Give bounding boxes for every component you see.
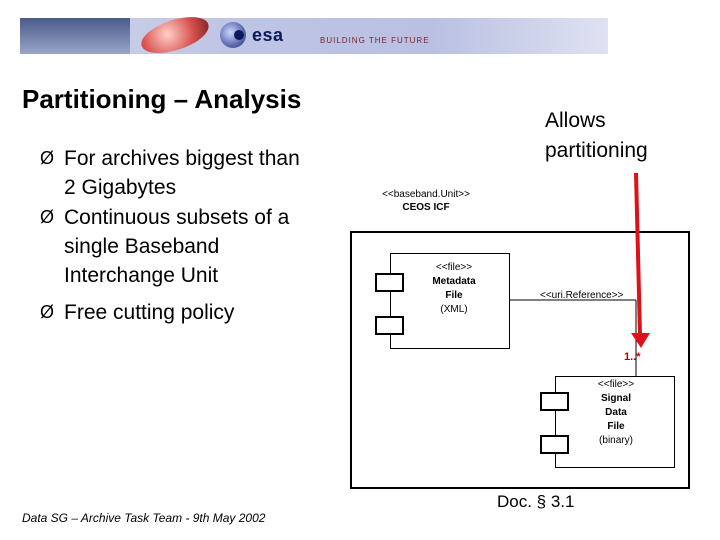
baseband-unit-name: CEOS ICF — [402, 202, 450, 213]
signal-file-stereotype: <<file>> — [597, 379, 635, 390]
partitioning-arrowhead-icon — [631, 333, 650, 348]
signal-file-type: (binary) — [599, 435, 633, 446]
multiplicity-label: 1..* — [624, 351, 641, 363]
bullet-line: Continuous subsets of a — [64, 206, 290, 229]
signal-file-name: File — [607, 421, 625, 432]
esa-logo: esa — [252, 25, 284, 45]
banner-tagline: BUILDING THE FUTURE — [320, 36, 430, 45]
bullet-arrow-icon: Ø — [40, 302, 55, 322]
metadata-file-name: Metadata — [432, 276, 476, 287]
partitioning-arrow — [636, 173, 640, 335]
baseband-unit-stereotype: <<baseband.Unit>> — [382, 189, 470, 200]
metadata-file-name: File — [445, 290, 463, 301]
bullet-line: For archives biggest than — [64, 147, 300, 170]
metadata-file-stereotype: <<file>> — [435, 262, 473, 273]
bullet-arrow-icon: Ø — [40, 207, 55, 227]
uri-reference-label: <<uri.Reference>> — [540, 290, 624, 301]
slide-footer: Data SG – Archive Task Team - 9th May 2002 — [22, 511, 266, 525]
bullet-line: Free cutting policy — [64, 301, 235, 324]
callout-line: partitioning — [545, 139, 648, 162]
callout-line: Allows — [545, 109, 606, 132]
bullet-arrow-icon: Ø — [40, 148, 55, 168]
signal-file-name: Signal — [600, 393, 631, 404]
bullet-line: single Baseband — [64, 235, 220, 258]
metadata-file-type: (XML) — [440, 304, 468, 315]
bullet-line: 2 Gigabytes — [64, 176, 177, 199]
slide-title: Partitioning – Analysis — [22, 84, 302, 114]
bullet-line: Interchange Unit — [64, 264, 219, 287]
document-reference: Doc. § 3.1 — [497, 492, 575, 511]
signal-file-name: Data — [605, 407, 627, 418]
